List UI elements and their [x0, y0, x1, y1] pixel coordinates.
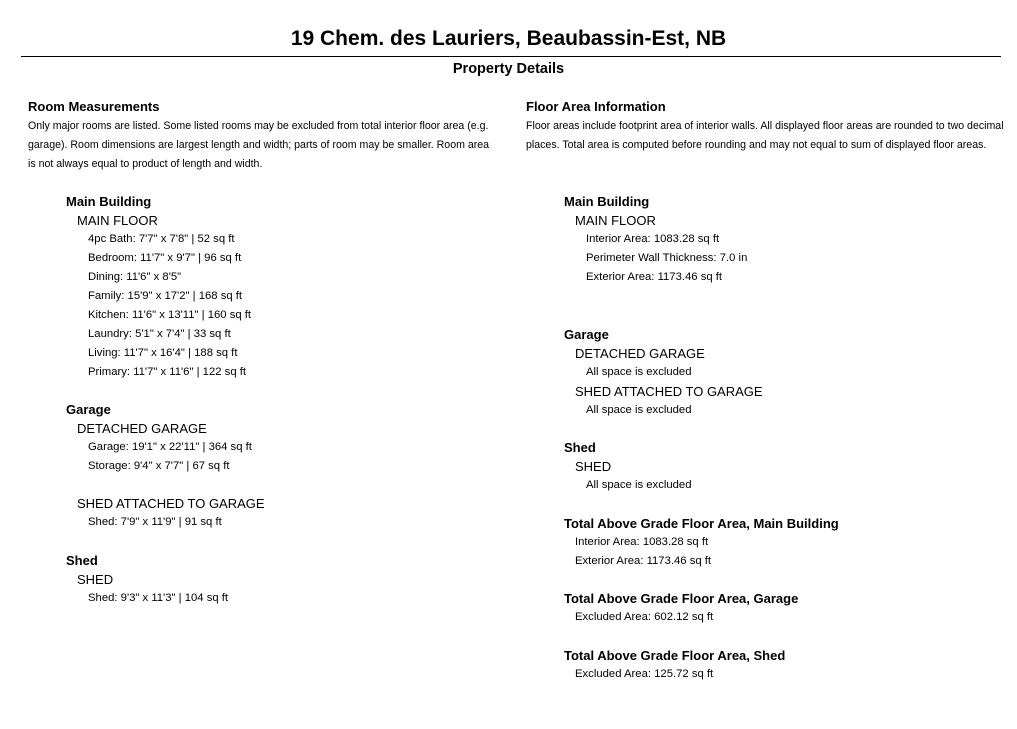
section-title: Garage: [66, 402, 111, 417]
room-item: Bedroom: 11'7" x 9'7" | 96 sq ft: [88, 252, 242, 264]
room-item: 4pc Bath: 7'7" x 7'8" | 52 sq ft: [88, 233, 235, 245]
room-item: Dining: 11'6" x 8'5": [88, 271, 182, 283]
building-label: DETACHED GARAGE: [77, 421, 207, 436]
page-title: 19 Chem. des Lauriers, Beaubassin-Est, NB: [290, 27, 727, 50]
room-item: Family: 15'9" x 17'2" | 168 sq ft: [88, 290, 243, 302]
area-note: All space is excluded: [586, 404, 692, 416]
section-title: Total Above Grade Floor Area, Shed: [564, 648, 786, 663]
area-line: Interior Area: 1083.28 sq ft: [586, 233, 720, 245]
building-label: SHED: [575, 459, 612, 474]
room-item: Kitchen: 11'6" x 13'11" | 160 sq ft: [88, 309, 252, 321]
rooms-main-building: [66, 192, 251, 382]
section-title: Main Building: [66, 194, 152, 209]
section-title: Garage: [564, 327, 609, 342]
room-item: Garage: 19'1" x 22'11" | 364 sq ft: [88, 441, 252, 453]
section-title: Main Building: [564, 194, 650, 209]
area-note: All space is excluded: [586, 479, 692, 491]
area-garage: [564, 325, 763, 420]
area-line: Perimeter Wall Thickness: 7.0 in: [586, 252, 748, 264]
room-item: Primary: 11'7" x 11'6" | 122 sq ft: [88, 366, 247, 378]
room-measurements-heading: Room Measurements: [28, 99, 160, 114]
floor-area-description: Floor areas include footprint area of interior walls. All displayed floor areas are rounded to two decimal places. Total area is computed before rounding and may not equal to sum of displayed floor areas.: [526, 120, 1004, 151]
total-garage: [564, 589, 798, 627]
section-title: Total Above Grade Floor Area, Main Building: [564, 516, 839, 531]
area-main-building: [564, 192, 747, 287]
rooms-garage: [66, 400, 252, 476]
room-item: Storage: 9'4" x 7'7" | 67 sq ft: [88, 460, 230, 472]
room-item: Shed: 7'9" x 11'9" | 91 sq ft: [88, 516, 222, 528]
room-item: Living: 11'7" x 16'4" | 188 sq ft: [88, 347, 238, 359]
room-measurements-intro: [28, 98, 498, 174]
rooms-shed-attached: [66, 494, 265, 532]
floor-area-intro: [526, 98, 1006, 155]
area-line: Interior Area: 1083.28 sq ft: [575, 536, 709, 548]
floor-label: MAIN FLOOR: [575, 213, 656, 228]
total-shed: [564, 646, 785, 684]
building-label: SHED: [77, 572, 114, 587]
building-label: DETACHED GARAGE: [575, 346, 705, 361]
building-label: SHED ATTACHED TO GARAGE: [77, 496, 265, 511]
title-divider: [21, 56, 1001, 57]
area-line: Exterior Area: 1173.46 sq ft: [575, 555, 712, 567]
section-title: Total Above Grade Floor Area, Garage: [564, 591, 799, 606]
section-title: Shed: [564, 440, 596, 455]
floor-label: MAIN FLOOR: [77, 213, 158, 228]
room-item: Laundry: 5'1" x 7'4" | 33 sq ft: [88, 328, 231, 340]
room-item: Shed: 9'3" x 11'3" | 104 sq ft: [88, 592, 229, 604]
room-measurements-description: Only major rooms are listed. Some listed rooms may be excluded from total interior floor area (e.g. garage). Room dimensions are largest length and width; parts of room may be smaller. Room area is not always equal to product of length and width.: [28, 120, 490, 170]
area-line: Excluded Area: 125.72 sq ft: [575, 668, 714, 680]
section-title: Shed: [66, 553, 98, 568]
building-label: SHED ATTACHED TO GARAGE: [575, 384, 763, 399]
total-main-building: [564, 514, 839, 571]
floor-area-heading: Floor Area Information: [526, 99, 666, 114]
rooms-shed: [66, 551, 228, 608]
area-shed: [564, 438, 692, 495]
area-note: All space is excluded: [586, 366, 692, 378]
page-subtitle: Property Details: [452, 61, 565, 77]
area-line: Excluded Area: 602.12 sq ft: [575, 611, 714, 623]
area-line: Exterior Area: 1173.46 sq ft: [586, 271, 723, 283]
